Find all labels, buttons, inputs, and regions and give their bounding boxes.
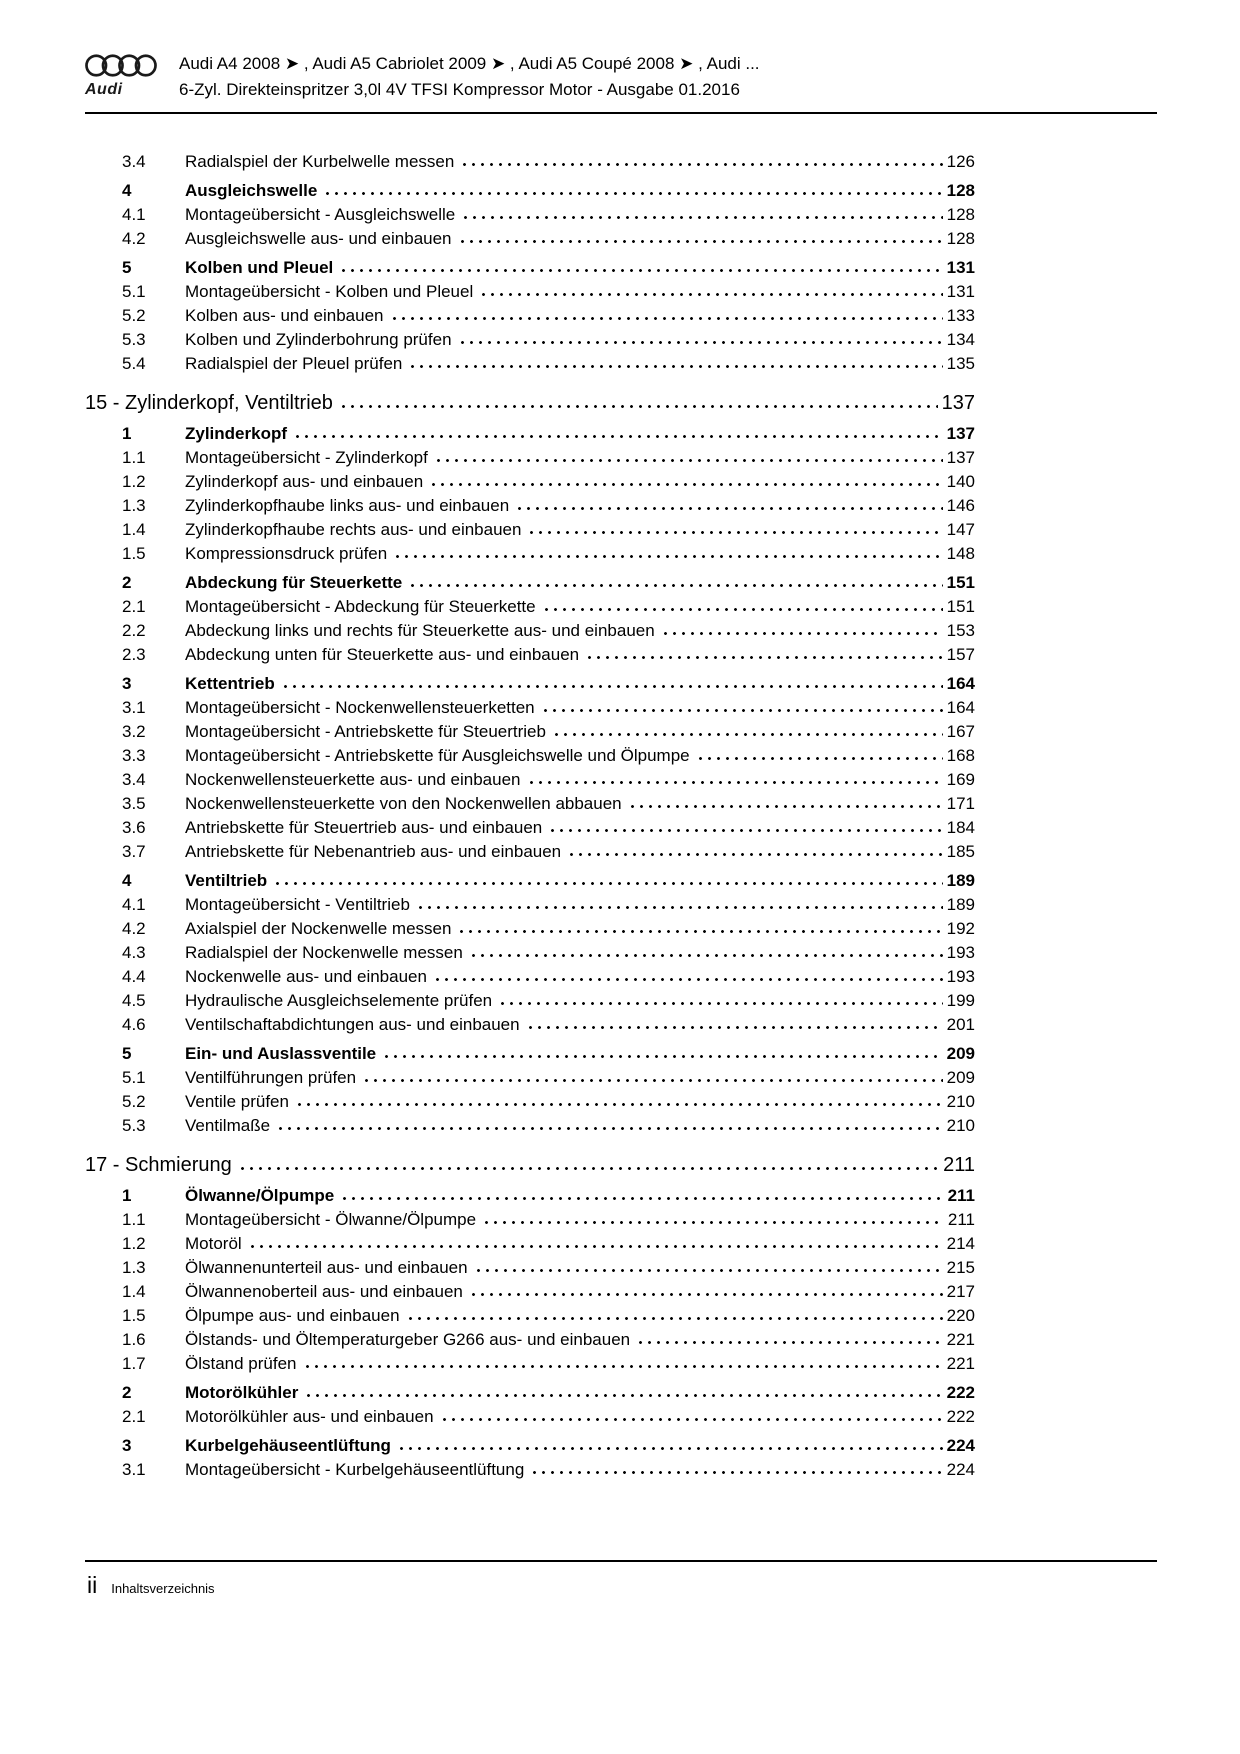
toc-entry-title: Zylinderkopfhaube links aus- und einbauen [185, 496, 510, 515]
audi-logo [85, 50, 163, 99]
dot-leader [416, 905, 943, 910]
toc-entry-title: Abdeckung unten für Steuerkette aus- und einbauen [185, 645, 580, 664]
toc-entry-number: 3.6 [122, 818, 146, 837]
toc-entry-title: Montageübersicht - Nockenwellensteuerketten [185, 698, 535, 717]
toc-entry-title: Zylinderkopf aus- und einbauen [185, 472, 424, 491]
toc-entry-page: 211 [943, 1154, 975, 1176]
toc-entry-number: 1.7 [122, 1354, 146, 1373]
toc-entry-title: Montageübersicht - Ventiltrieb [185, 895, 410, 914]
toc-entry-title: Montageübersicht - Kolben und Pleuel [185, 282, 474, 301]
dot-leader [340, 1196, 943, 1201]
toc-entry-title: Zylinderkopf [185, 424, 288, 443]
header-models-line: Audi A4 2008 ➤ , Audi A5 Cabriolet 2009 ➤ , Audi A5 Coupé 2008 ➤ , Audi ... [179, 54, 760, 73]
toc-row [85, 1114, 975, 1138]
toc-row [85, 1066, 975, 1090]
toc-entry-page: 193 [946, 967, 975, 986]
toc-entry-number: 4 [122, 871, 132, 890]
toc-entry-title: Antriebskette für Steuertrieb aus- und einbauen [185, 818, 543, 837]
toc-entry-title: Montageübersicht - Antriebskette für Steuertrieb [185, 722, 546, 741]
toc-entry-title: Ventiltrieb [185, 871, 268, 890]
toc-entry-title: Abdeckung für Steuerkette [185, 573, 403, 592]
toc-entry-page: 215 [946, 1258, 975, 1277]
toc-entry-number: 3.4 [122, 152, 146, 171]
toc-entry-page: 184 [946, 818, 975, 837]
toc-entry-page: 134 [946, 330, 975, 349]
toc-entry-title: Ölpumpe aus- und einbauen [185, 1306, 400, 1325]
toc-entry-page: 169 [946, 770, 975, 789]
toc-row [85, 1151, 975, 1179]
toc-entry-number: 5.3 [122, 1116, 146, 1135]
toc-row [85, 696, 975, 720]
toc-entry-title: Antriebskette für Nebenantrieb aus- und einbauen [185, 842, 562, 861]
toc-row [85, 1232, 975, 1256]
toc-entry-number: 1.5 [122, 544, 146, 563]
dot-leader [429, 482, 942, 487]
dot-leader [408, 583, 942, 588]
toc-entry-title: Ölwanne/Ölpumpe [185, 1186, 335, 1205]
toc-row [85, 619, 975, 643]
dot-leader [273, 881, 942, 886]
dot-leader [295, 1102, 943, 1107]
toc-entry-title: Kolben und Zylinderbohrung prüfen [185, 330, 452, 349]
header-text [179, 50, 760, 103]
dot-leader [469, 1292, 943, 1297]
toc-entry-page: 146 [946, 496, 975, 515]
dot-leader [636, 1340, 943, 1345]
toc-entry-number: 5.1 [122, 282, 146, 301]
toc-row [85, 542, 975, 566]
dot-leader [339, 404, 938, 409]
toc-row [85, 1256, 975, 1280]
toc-entry-page: 201 [946, 1015, 975, 1034]
toc-entry-page: 157 [946, 645, 975, 664]
toc-entry-title: Axialspiel der Nockenwelle messen [185, 919, 452, 938]
toc-entry-page: 224 [946, 1460, 975, 1479]
toc-entry-title: Motorölkühler [185, 1383, 299, 1402]
toc-entry-number: 3.3 [122, 746, 146, 765]
dot-leader [406, 1316, 943, 1321]
toc-row [85, 571, 975, 595]
toc-entry-number: 5.4 [122, 354, 146, 373]
toc-entry-number: 4.5 [122, 991, 146, 1010]
toc-entry-number: 4.3 [122, 943, 146, 962]
toc-entry-title: Kettentrieb [185, 674, 275, 693]
toc-entry-number: 4.4 [122, 967, 146, 986]
dot-leader [293, 434, 943, 439]
toc-entry-page: 137 [946, 448, 975, 467]
toc-entry-page: 126 [946, 152, 975, 171]
toc-entry-number: 2.3 [122, 645, 146, 664]
toc-entry-number: 1.5 [122, 1306, 146, 1325]
toc-row [85, 643, 975, 667]
dot-leader [323, 191, 942, 196]
toc-row [85, 518, 975, 542]
dot-leader [408, 364, 942, 369]
toc-row [85, 1304, 975, 1328]
dot-leader [433, 977, 943, 982]
toc-entry-title: Ölstand prüfen [185, 1354, 297, 1373]
toc-row [85, 1090, 975, 1114]
dot-leader [498, 1001, 943, 1006]
toc-row [85, 227, 975, 251]
toc-entry-page: 222 [946, 1407, 975, 1426]
dot-leader [458, 239, 943, 244]
footer-page-number: ii [87, 1572, 98, 1598]
dot-leader [530, 1470, 942, 1475]
toc-entry-number: 3.1 [122, 1460, 146, 1479]
toc-row [85, 1352, 975, 1376]
toc-entry-page: 164 [946, 698, 975, 717]
toc-entry-title: Ventilmaße [185, 1116, 271, 1135]
toc-entry-page: 133 [946, 306, 975, 325]
toc-entry-number: 5.3 [122, 330, 146, 349]
audi-rings-icon [85, 52, 157, 79]
toc-entry-title: Ein- und Auslassventile [185, 1044, 377, 1063]
toc-entry-number: 1.2 [122, 472, 146, 491]
toc-entry-title: Motoröl [185, 1234, 242, 1253]
toc-entry-page: 147 [946, 520, 975, 539]
toc-entry-number: 1.3 [122, 1258, 146, 1277]
toc-entry-page: 209 [946, 1044, 975, 1063]
toc-row [85, 941, 975, 965]
toc-entry-title: 17 - Schmierung [85, 1154, 232, 1176]
toc-entry-page: 199 [946, 991, 975, 1010]
toc-row [85, 328, 975, 352]
toc-entry-number: 1.1 [122, 448, 146, 467]
toc-entry-title: Radialspiel der Nockenwelle messen [185, 943, 463, 962]
toc-entry-page: 217 [946, 1282, 975, 1301]
toc-row [85, 1434, 975, 1458]
toc-entry-title: Ventilschaftabdichtungen aus- und einbauen [185, 1015, 520, 1034]
toc-entry-number: 1 [122, 1186, 132, 1205]
toc-entry-number: 4.1 [122, 895, 146, 914]
toc-row [85, 203, 975, 227]
toc-entry-page: 192 [946, 919, 975, 938]
toc-entry-page: 193 [946, 943, 975, 962]
dot-leader [527, 530, 942, 535]
dot-leader [397, 1446, 943, 1451]
toc-row [85, 1381, 975, 1405]
toc-entry-number: 3 [122, 674, 132, 693]
toc-entry-title: Radialspiel der Kurbelwelle messen [185, 152, 455, 171]
page-header [85, 50, 1157, 103]
dot-leader [304, 1393, 942, 1398]
toc-entry-page: 140 [946, 472, 975, 491]
toc-entry-page: 164 [946, 674, 975, 693]
toc-entry-page: 167 [946, 722, 975, 741]
toc-row [85, 304, 975, 328]
dot-leader [339, 268, 942, 273]
toc-row [85, 869, 975, 893]
toc-entry-number: 1.6 [122, 1330, 146, 1349]
toc-entry-page: 189 [946, 895, 975, 914]
toc-entry-number: 3.5 [122, 794, 146, 813]
toc-entry-number: 3.4 [122, 770, 146, 789]
toc-entry-number: 2 [122, 1383, 132, 1402]
toc-entry-page: 211 [947, 1210, 975, 1229]
toc-entry-number: 4 [122, 181, 132, 200]
toc-entry-title: Ölstands- und Öltemperaturgeber G266 aus- und einbauen [185, 1330, 631, 1349]
header-divider [85, 112, 1157, 114]
dot-leader [461, 215, 942, 220]
toc-row [85, 1280, 975, 1304]
toc-entry-page: 185 [946, 842, 975, 861]
toc-row [85, 389, 975, 417]
toc-row [85, 744, 975, 768]
toc-entry-page: 128 [946, 229, 975, 248]
toc-entry-title: Montageübersicht - Abdeckung für Steuerkette [185, 597, 536, 616]
toc-entry-title: Kurbelgehäuseentlüftung [185, 1436, 391, 1455]
dot-leader [482, 1220, 944, 1225]
toc-entry-number: 5 [122, 258, 132, 277]
toc-entry-title: Kolben aus- und einbauen [185, 306, 384, 325]
toc-entry-number: 3.1 [122, 698, 146, 717]
toc-row [85, 792, 975, 816]
toc-entry-page: 210 [946, 1116, 975, 1135]
header-engine-line: 6-Zyl. Direkteinspritzer 3,0l 4V TFSI Kompressor Motor - Ausgabe 01.2016 [179, 80, 740, 99]
toc-entry-page: 131 [946, 258, 975, 277]
toc-entry-number: 2.2 [122, 621, 146, 640]
dot-leader [567, 852, 942, 857]
toc-row [85, 965, 975, 989]
dot-leader [696, 756, 943, 761]
dot-leader [362, 1078, 943, 1083]
toc-entry-title: Motorölkühler aus- und einbauen [185, 1407, 434, 1426]
toc-entry-page: 171 [946, 794, 975, 813]
toc-entry-number: 5.1 [122, 1068, 146, 1087]
toc-entry-page: 221 [946, 1354, 975, 1373]
toc-entry-title: Ölwannenoberteil aus- und einbauen [185, 1282, 463, 1301]
toc-entry-number: 1.2 [122, 1234, 146, 1253]
toc-row [85, 989, 975, 1013]
dot-leader [527, 780, 943, 785]
toc-row [85, 1328, 975, 1352]
toc-entry-title: Nockenwellensteuerkette aus- und einbauen [185, 770, 521, 789]
footer-label: Inhaltsverzeichnis [111, 1581, 215, 1596]
dot-leader [628, 804, 943, 809]
toc-row [85, 494, 975, 518]
dot-leader [479, 292, 942, 297]
audi-wordmark: Audi [85, 81, 123, 98]
toc-entry-number: 2.1 [122, 1407, 146, 1426]
toc-entry-page: 135 [946, 354, 975, 373]
toc-entry-title: Hydraulische Ausgleichselemente prüfen [185, 991, 493, 1010]
toc-entry-number: 5.2 [122, 1092, 146, 1111]
toc-row [85, 422, 975, 446]
toc-row [85, 1208, 975, 1232]
toc-row [85, 816, 975, 840]
footer-row [85, 1562, 1157, 1599]
page-footer [85, 1560, 1157, 1599]
toc-entry-title: Ventilführungen prüfen [185, 1068, 357, 1087]
dot-leader [276, 1126, 943, 1131]
toc-entry-page: 214 [946, 1234, 975, 1253]
toc-entry-title: 15 - Zylinderkopf, Ventiltrieb [85, 392, 333, 414]
toc-row [85, 1458, 975, 1482]
toc-entry-title: Montageübersicht - Antriebskette für Ausgleichswelle und Ölpumpe [185, 746, 690, 765]
toc-row [85, 1184, 975, 1208]
dot-leader [548, 828, 942, 833]
dot-leader [661, 631, 943, 636]
toc-row [85, 470, 975, 494]
dot-leader [238, 1166, 939, 1171]
toc-entry-title: Ventile prüfen [185, 1092, 289, 1111]
dot-leader [281, 684, 943, 689]
toc-list [85, 150, 975, 1482]
toc-entry-title: Montageübersicht - Kurbelgehäuseentlüftung [185, 1460, 525, 1479]
toc-entry-number: 4.2 [122, 919, 146, 938]
dot-leader [440, 1417, 943, 1422]
dot-leader [552, 732, 943, 737]
toc-row [85, 256, 975, 280]
toc-entry-number: 4.2 [122, 229, 146, 248]
dot-leader [393, 554, 942, 559]
toc-entry-title: Ausgleichswelle [185, 181, 318, 200]
toc-entry-number: 1.4 [122, 1282, 146, 1301]
toc-row [85, 768, 975, 792]
toc-entry-page: 137 [946, 424, 975, 443]
toc-entry-number: 1.3 [122, 496, 146, 515]
toc-entry-title: Montageübersicht - Zylinderkopf [185, 448, 428, 467]
toc-row [85, 672, 975, 696]
toc-row [85, 917, 975, 941]
toc-entry-number: 1.1 [122, 1210, 146, 1229]
toc-entry-page: 168 [946, 746, 975, 765]
toc-row [85, 280, 975, 304]
toc-entry-title: Montageübersicht - Ausgleichswelle [185, 205, 456, 224]
toc-entry-title: Kompressionsdruck prüfen [185, 544, 388, 563]
dot-leader [458, 340, 943, 345]
toc-entry-number: 3.7 [122, 842, 146, 861]
toc-entry-title: Kolben und Pleuel [185, 258, 334, 277]
toc-entry-number: 1.4 [122, 520, 146, 539]
toc-entry-page: 151 [946, 597, 975, 616]
toc-entry-number: 2 [122, 573, 132, 592]
toc-entry-page: 151 [946, 573, 975, 592]
toc-row [85, 840, 975, 864]
toc-entry-number: 2.1 [122, 597, 146, 616]
toc-entry-page: 148 [946, 544, 975, 563]
toc-entry-title: Ausgleichswelle aus- und einbauen [185, 229, 452, 248]
toc-entry-page: 211 [947, 1186, 975, 1205]
toc-row [85, 1405, 975, 1429]
toc-entry-title: Radialspiel der Pleuel prüfen [185, 354, 403, 373]
toc-row [85, 150, 975, 174]
dot-leader [469, 953, 943, 958]
toc-entry-number: 3 [122, 1436, 132, 1455]
toc-entry-title: Nockenwellensteuerkette von den Nockenwellen abbauen [185, 794, 622, 813]
toc-entry-number: 5.2 [122, 306, 146, 325]
toc-entry-page: 131 [946, 282, 975, 301]
toc-row [85, 352, 975, 376]
toc-row [85, 720, 975, 744]
toc-entry-page: 128 [946, 205, 975, 224]
toc-entry-page: 189 [946, 871, 975, 890]
toc-row [85, 893, 975, 917]
toc-row [85, 595, 975, 619]
toc-entry-page: 220 [946, 1306, 975, 1325]
dot-leader [434, 458, 943, 463]
toc-entry-number: 4.1 [122, 205, 146, 224]
toc-entry-title: Ölwannenunterteil aus- und einbauen [185, 1258, 468, 1277]
toc-entry-title: Abdeckung links und rechts für Steuerkette aus- und einbauen [185, 621, 655, 640]
toc-entry-page: 128 [946, 181, 975, 200]
dot-leader [248, 1244, 943, 1249]
dot-leader [542, 607, 943, 612]
dot-leader [382, 1054, 942, 1059]
dot-leader [515, 506, 942, 511]
toc-entry-page: 222 [946, 1383, 975, 1402]
toc-entry-title: Montageübersicht - Ölwanne/Ölpumpe [185, 1210, 477, 1229]
toc-entry-page: 221 [946, 1330, 975, 1349]
toc-entry-page: 210 [946, 1092, 975, 1111]
dot-leader [474, 1268, 943, 1273]
toc-entry-page: 224 [946, 1436, 975, 1455]
dot-leader [457, 929, 942, 934]
toc-entry-number: 4.6 [122, 1015, 146, 1034]
dot-leader [526, 1025, 943, 1030]
dot-leader [541, 708, 943, 713]
toc-row [85, 1042, 975, 1066]
toc-row [85, 1013, 975, 1037]
toc-row [85, 179, 975, 203]
toc-entry-title: Zylinderkopfhaube rechts aus- und einbauen [185, 520, 522, 539]
dot-leader [390, 316, 943, 321]
dot-leader [460, 162, 942, 167]
toc-entry-number: 1 [122, 424, 132, 443]
dot-leader [303, 1364, 943, 1369]
toc-row [85, 446, 975, 470]
toc-entry-page: 153 [946, 621, 975, 640]
toc-entry-number: 5 [122, 1044, 132, 1063]
toc-entry-page: 209 [946, 1068, 975, 1087]
toc-entry-title: Nockenwelle aus- und einbauen [185, 967, 427, 986]
dot-leader [585, 655, 943, 660]
toc-entry-page: 137 [941, 392, 975, 414]
toc-entry-number: 3.2 [122, 722, 146, 741]
